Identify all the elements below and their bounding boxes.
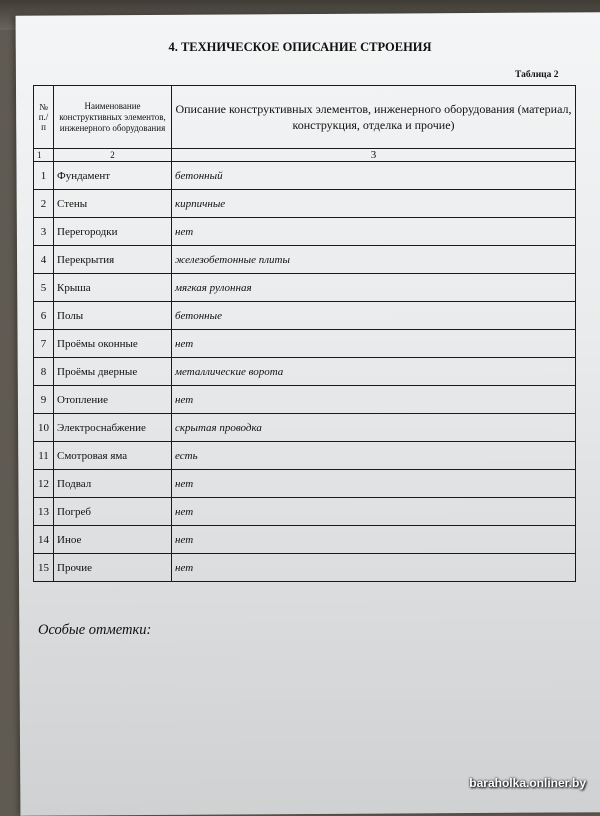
element-description: железобетонные плиты	[172, 246, 576, 274]
element-name: Стены	[54, 190, 172, 218]
element-name: Полы	[54, 302, 172, 330]
element-description: бетонный	[172, 162, 576, 190]
row-number: 7	[34, 330, 54, 358]
row-number: 3	[34, 218, 54, 246]
row-number: 12	[34, 470, 54, 498]
element-name: Электроснабжение	[54, 414, 172, 442]
element-name: Смотровая яма	[54, 442, 172, 470]
element-description: бетонные	[172, 302, 576, 330]
table-row	[34, 442, 576, 470]
table-row	[34, 386, 576, 414]
element-name: Фундамент	[54, 162, 172, 190]
row-number: 2	[34, 190, 54, 218]
element-description: нет	[172, 498, 576, 526]
document-title: 4. ТЕХНИЧЕСКОЕ ОПИСАНИЕ СТРОЕНИЯ	[168, 40, 432, 54]
table-row	[34, 218, 576, 246]
element-description: скрытая проводка	[172, 414, 576, 442]
column-number-row	[34, 149, 576, 162]
element-description: нет	[172, 330, 576, 358]
element-name: Подвал	[54, 470, 172, 498]
table-row	[34, 498, 576, 526]
row-number: 6	[34, 302, 54, 330]
table-row	[34, 246, 576, 274]
element-description: нет	[172, 386, 576, 414]
element-name: Проёмы дверные	[54, 358, 172, 386]
element-name: Погреб	[54, 498, 172, 526]
element-description: есть	[172, 442, 576, 470]
header-desc: Описание конструктивных элементов, инженерного оборудования (материал, конструкция, отделка и прочие)	[172, 86, 576, 149]
column-number: 3	[172, 149, 576, 162]
element-name: Прочие	[54, 554, 172, 582]
element-description: нет	[172, 554, 576, 582]
table-row	[34, 190, 576, 218]
row-number: 1	[34, 162, 54, 190]
row-number: 8	[34, 358, 54, 386]
spec-table	[33, 85, 576, 582]
table-header-row	[34, 86, 576, 149]
element-description: кирпичные	[172, 190, 576, 218]
row-number: 10	[34, 414, 54, 442]
watermark: baraholka.onliner.by	[469, 776, 586, 790]
table-row	[34, 470, 576, 498]
row-number: 13	[34, 498, 54, 526]
row-number: 4	[34, 246, 54, 274]
element-description: мягкая рулонная	[172, 274, 576, 302]
row-number: 14	[34, 526, 54, 554]
element-description: металлические ворота	[172, 358, 576, 386]
element-description: нет	[172, 526, 576, 554]
column-number: 1	[34, 149, 54, 162]
element-description: нет	[172, 470, 576, 498]
element-name: Крыша	[54, 274, 172, 302]
column-number: 2	[54, 149, 172, 162]
element-name: Перекрытия	[54, 246, 172, 274]
table-row	[34, 358, 576, 386]
row-number: 11	[34, 442, 54, 470]
element-description: нет	[172, 218, 576, 246]
table-row	[34, 526, 576, 554]
table-row	[34, 274, 576, 302]
table-label: Таблица 2	[515, 70, 559, 80]
element-name: Иное	[54, 526, 172, 554]
special-notes-label: Особые отметки:	[38, 622, 152, 638]
row-number: 15	[34, 554, 54, 582]
row-number: 9	[34, 386, 54, 414]
header-name: Наименование конструктивных элементов, инженерного оборудования	[54, 86, 172, 149]
table-row	[34, 554, 576, 582]
row-number: 5	[34, 274, 54, 302]
element-name: Отопление	[54, 386, 172, 414]
header-num: № п./п	[34, 86, 54, 149]
element-name: Перегородки	[54, 218, 172, 246]
table-row	[34, 330, 576, 358]
element-name: Проёмы оконные	[54, 330, 172, 358]
table-row	[34, 414, 576, 442]
table-row	[34, 162, 576, 190]
table-row	[34, 302, 576, 330]
